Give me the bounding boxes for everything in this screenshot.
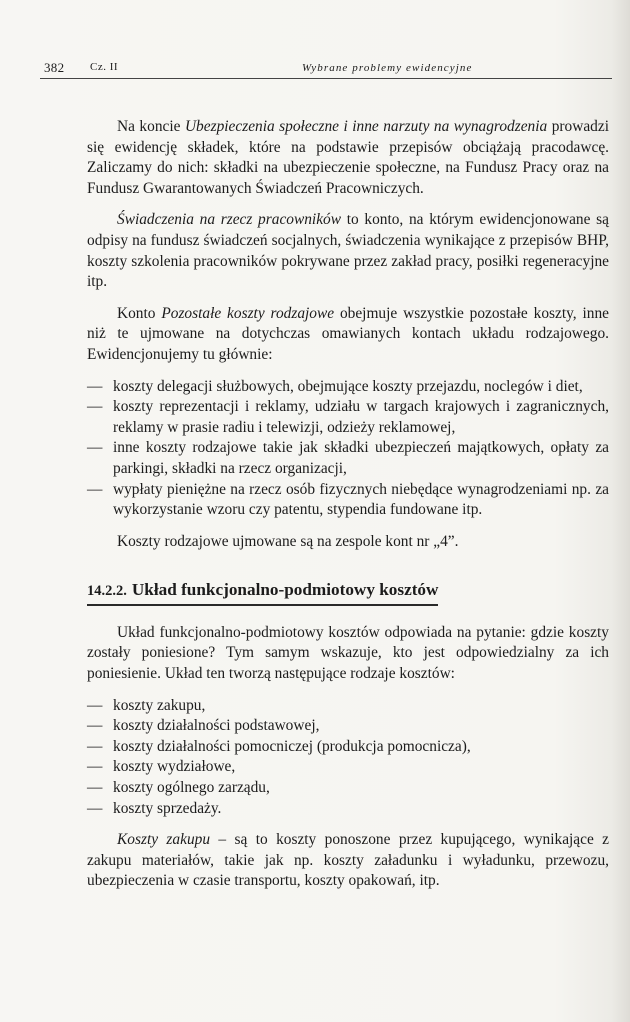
paragraph-purchase-costs	[87, 830, 609, 892]
chapter-label: Cz. II	[90, 61, 119, 73]
other-costs-list	[87, 377, 609, 521]
cost-types-list	[87, 696, 609, 820]
list-item: — koszty wydziałowe,	[87, 757, 609, 778]
paragraph-employee-benefits	[87, 210, 609, 292]
list-item: — koszty zakupu,	[87, 696, 609, 717]
text-run: – są to koszty ponoszone przez kupującego, wynikające z zakupu materiałów, takie jak np. koszty załadunku i wyładunku, przewozu, ubezpieczenia w czasie transportu, koszty opakowań, itp.	[87, 831, 610, 890]
account-name: Ubezpieczenia społeczne i inne narzuty na wynagrodzenia	[184, 118, 548, 135]
paragraph-accounts-group: Koszty rodzajowe ujmowane są na zespole kont nr „4”.	[117, 532, 459, 550]
section-number: 14.2.2.	[87, 583, 127, 600]
page-number: 382	[44, 60, 65, 75]
text-run: to konto, na którym ewidencjonowane są odpisy na fundusz świadczeń socjalnych, świadczenia wynikające z przepisów BHP, koszty szkolenia pracowników pokrywane przez zakład pracy, posiłki regeneracyjne itp.	[87, 211, 609, 291]
list-item: — wypłaty pieniężne na rzecz osób fizycznych niebędące wynagrodzeniami np. za wykorzystanie wzoru czy patentu, stypendia fundowane itp.	[87, 480, 609, 521]
page-body	[87, 117, 609, 892]
list-item: — koszty reprezentacji i reklamy, udziału w targach krajowych i zagranicznych, reklamy w prasie radiu i telewizji, odzieży reklamowej,	[87, 397, 609, 438]
list-item: — koszty działalności podstawowej,	[87, 716, 609, 737]
list-item: — koszty sprzedaży.	[87, 799, 609, 820]
list-item: — koszty delegacji służbowych, obejmujące koszty przejazdu, noclegów i diet,	[87, 377, 609, 398]
paragraph-social-insurance	[87, 117, 609, 199]
account-name: Świadczenia na rzecz pracowników	[117, 211, 341, 229]
paragraph-other-costs	[87, 304, 609, 366]
term-name: Koszty zakupu	[117, 831, 211, 849]
text-run: prowadzi się ewidencję składek, które na podstawie przepisów obciążają pracodawcę. Zaliczamy do nich: składki na ubezpieczenie społeczne, na Fundusz Pracy oraz na Fundusz Gwarantowanych Świadczeń Pracowniczych.	[87, 118, 609, 197]
section-title: Układ funkcjonalno-podmiotowy kosztów	[131, 580, 439, 600]
account-name: Pozostałe koszty rodzajowe	[161, 304, 335, 322]
text-run: Na koncie	[117, 118, 185, 135]
section-heading	[87, 580, 438, 602]
paragraph-functional-layout: Układ funkcjonalno-podmiotowy kosztów odpowiada na pytanie: gdzie koszty zostały poniesione? Tym samym wskazuje, kto jest odpowiedzialny za ich poniesienie. Układ ten tworzą następujące rodzaje kosztów:	[87, 623, 609, 683]
running-title: Wybrane problemy ewidencyjne	[302, 62, 473, 74]
header-rule	[40, 78, 612, 79]
list-item: — koszty działalności pomocniczej (produkcja pomocnicza),	[87, 737, 609, 758]
running-header	[40, 58, 612, 80]
text-run: obejmuje wszystkie pozostałe koszty, inne niż te ujmowane na dotychczas omawianych kontach układu rodzajowego. Ewidencjonujemy tu głównie:	[87, 304, 610, 363]
text-run: Konto	[117, 304, 162, 322]
list-item: — inne koszty rodzajowe takie jak składki ubezpieczeń majątkowych, opłaty za parkingi, składki na rzecz organizacji,	[87, 438, 609, 479]
list-item: — koszty ogólnego zarządu,	[87, 778, 609, 799]
